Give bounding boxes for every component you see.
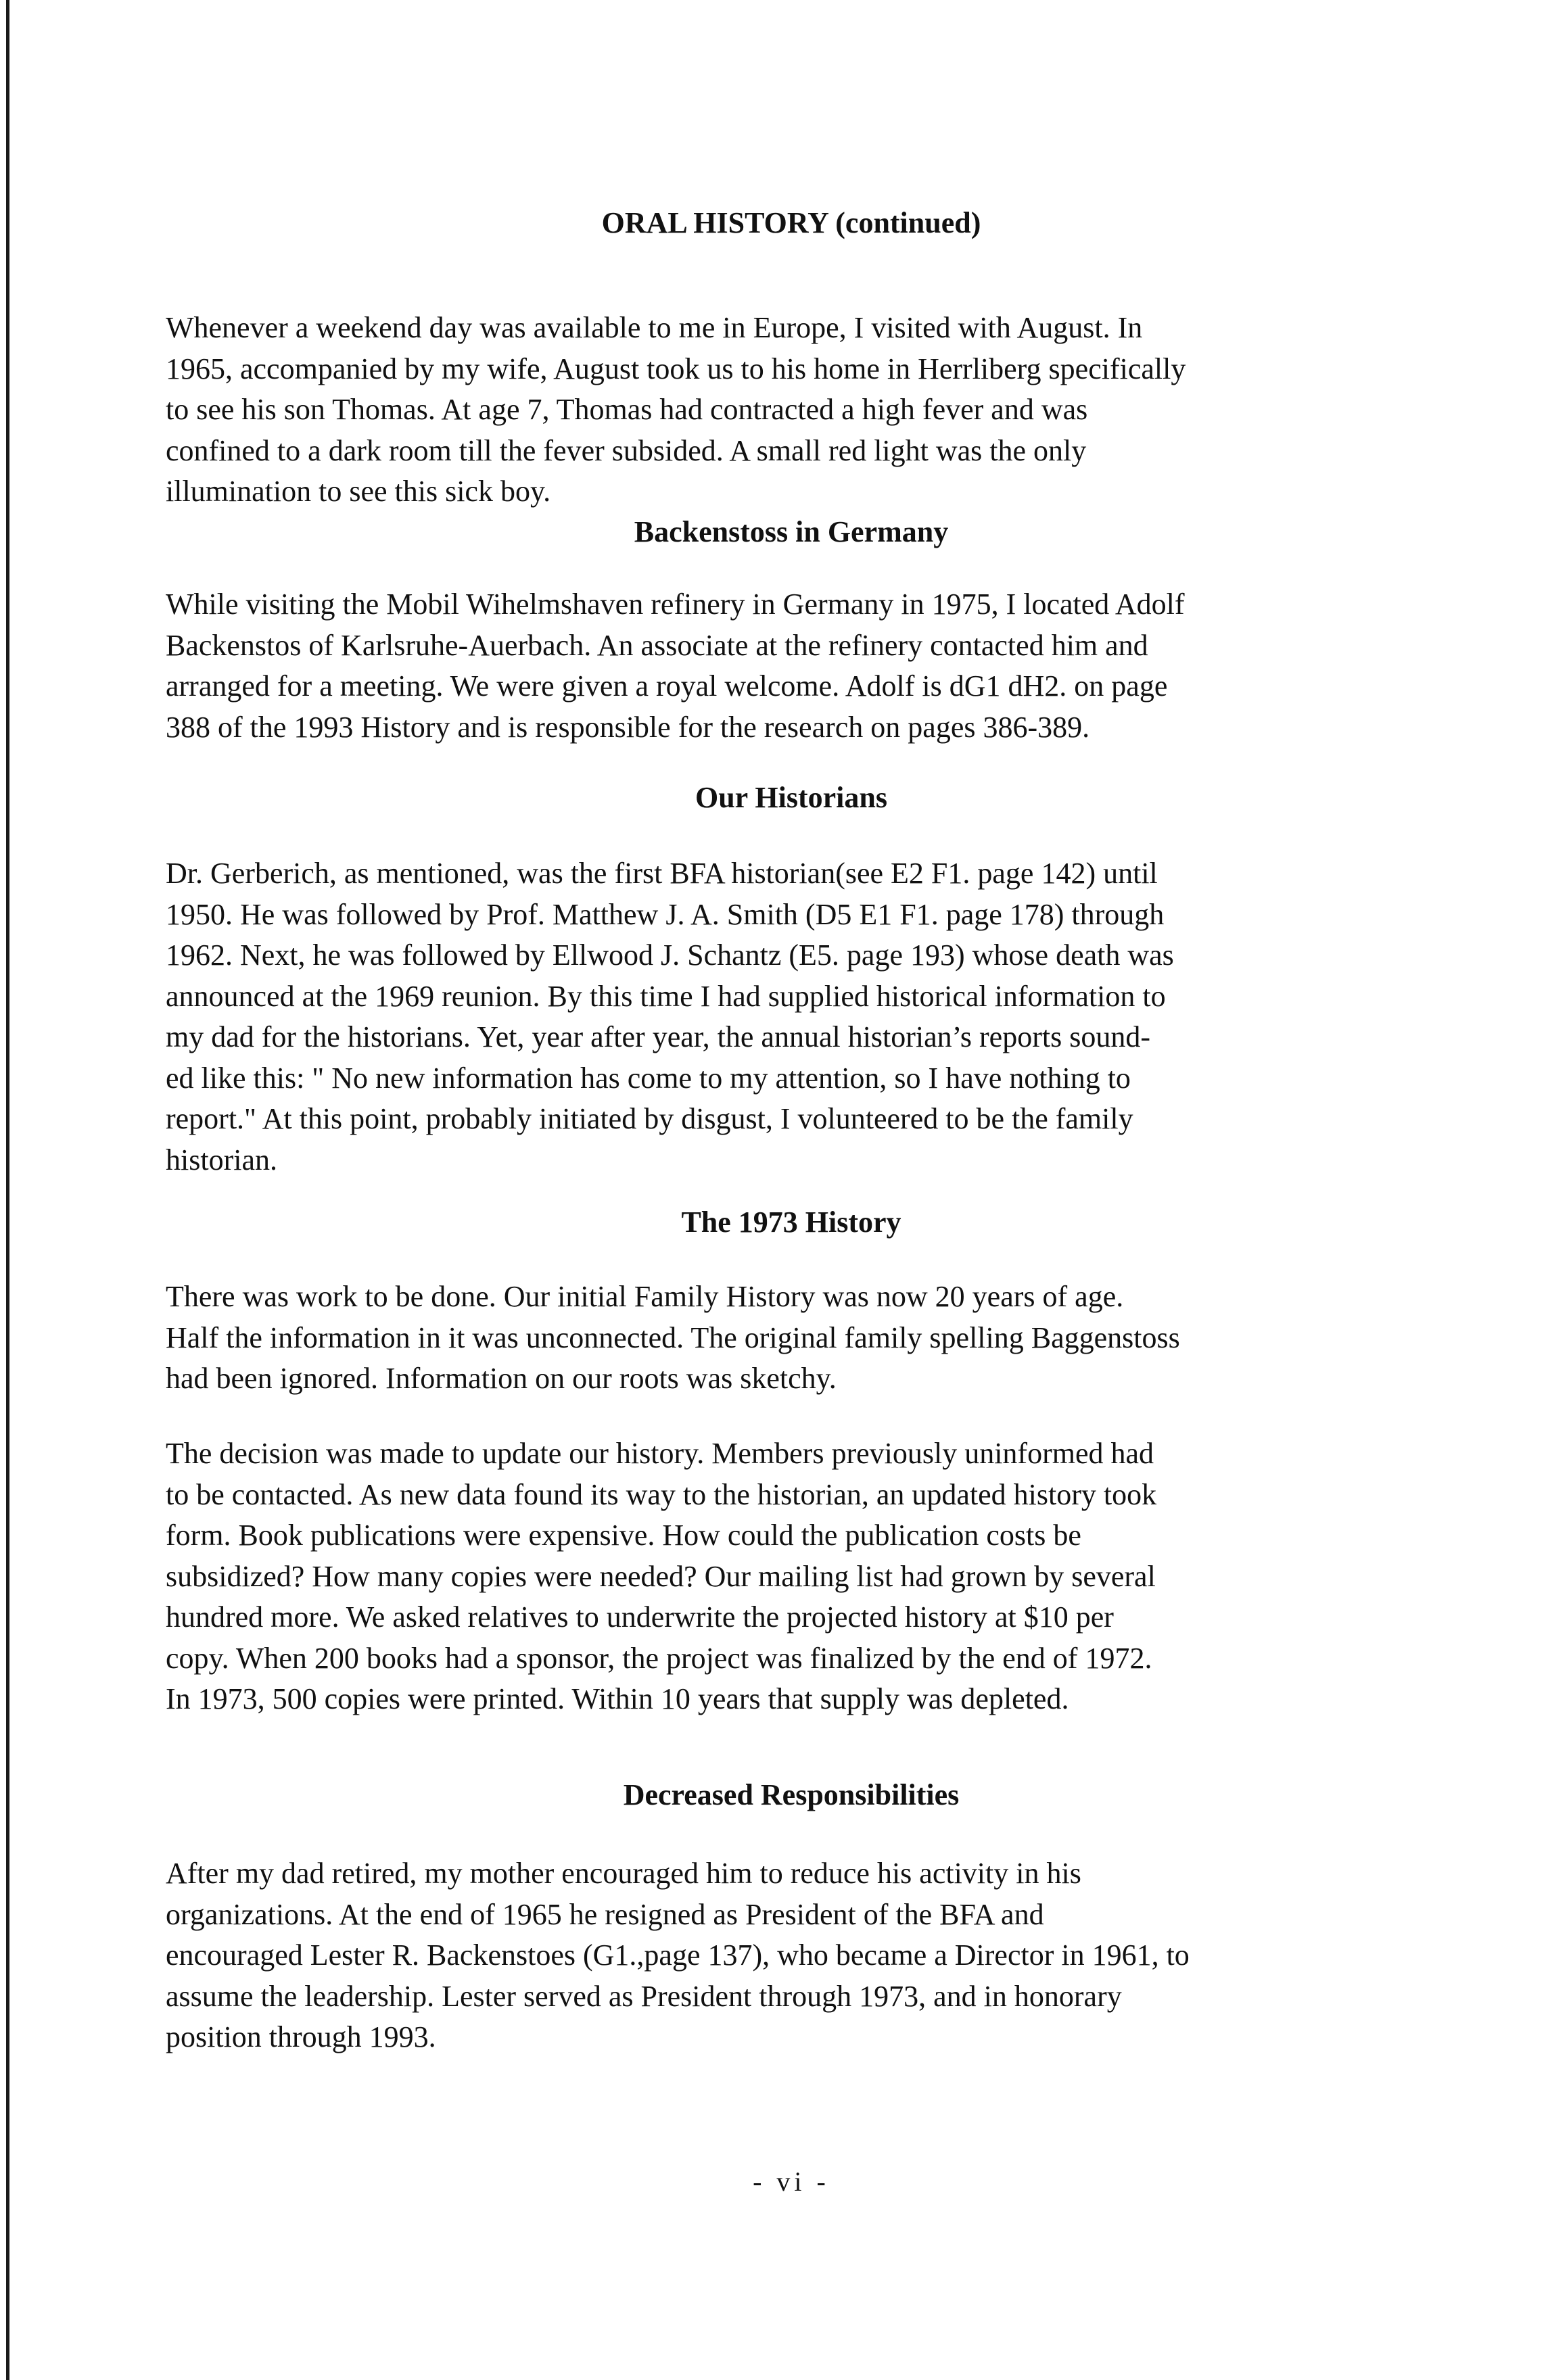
paragraph-europe-visit [166,308,1417,513]
text-line: organizations. At the end of 1965 he resigned as President of the BFA and [166,1897,1044,1931]
text-line: copy. When 200 books had a sponsor, the project was finalized by the end of 1972. [166,1641,1152,1675]
section-heading-backenstoss-germany: Backenstoss in Germany [634,515,949,548]
text-line: subsidized? How many copies were needed? Our mailing list had grown by several [166,1559,1156,1593]
text-line: assume the leadership. Lester served as President through 1973, and in honorary [166,1979,1122,2013]
text-line: In 1973, 500 copies were printed. Within 10 years that supply was depleted. [166,1682,1069,1715]
text-line: 1965, accompanied by my wife, August took us to his home in Herrliberg specifically [166,352,1186,385]
text-line: announced at the 1969 reunion. By this time I had supplied historical information to [166,979,1166,1013]
page-number: - vi - [753,2166,830,2197]
text-line: to see his son Thomas. At age 7, Thomas had contracted a high fever and was [166,393,1088,426]
text-line: Backenstos of Karlsruhe-Auerbach. An associate at the refinery contacted him and [166,628,1148,662]
page-title: ORAL HISTORY (continued) [601,206,981,239]
text-line: illumination to see this sick boy. [166,475,551,508]
text-line: hundred more. We asked relatives to underwrite the projected history at $10 per [166,1600,1114,1634]
text-line: While visiting the Mobil Wihelmshaven refinery in Germany in 1975, I located Adolf [166,588,1185,621]
text-line: Whenever a weekend day was available to me in Europe, I visited with August. In [166,311,1143,344]
text-line: Dr. Gerberich, as mentioned, was the first BFA historian(see E2 F1. page 142) until [166,857,1158,890]
paragraph-1973-history-update [166,1433,1417,1720]
text-line: arranged for a meeting. We were given a royal welcome. Adolf is dG1 dH2. on page [166,669,1168,703]
paragraph-decreased-responsibilities [166,1853,1417,2058]
paragraph-backenstoss-germany [166,584,1417,748]
text-line: There was work to be done. Our initial Family History was now 20 years of age. [166,1280,1124,1313]
section-heading-our-historians: Our Historians [695,781,887,814]
text-line: 1962. Next, he was followed by Ellwood J. Schantz (E5. page 193) whose death was [166,938,1174,972]
text-line: Half the information in it was unconnected. The original family spelling Baggenstoss [166,1320,1180,1354]
text-line: 1950. He was followed by Prof. Matthew J. A. Smith (D5 E1 F1. page 178) through [166,897,1165,931]
scan-edge-line [6,0,9,2380]
text-line: to be contacted. As new data found its way to the historian, an updated history took [166,1477,1157,1511]
text-line: The decision was made to update our history. Members previously uninformed had [166,1437,1154,1470]
section-heading-1973-history: The 1973 History [681,1206,901,1239]
section-heading-decreased-responsibilities: Decreased Responsibilities [623,1778,960,1811]
text-line: had been ignored. Information on our roots was sketchy. [166,1362,837,1395]
text-line: report." At this point, probably initiated by disgust, I volunteered to be the family [166,1102,1133,1135]
text-line: 388 of the 1993 History and is responsible for the research on pages 386-389. [166,710,1090,744]
text-line: confined to a dark room till the fever subsided. A small red light was the only [166,433,1087,467]
text-line: form. Book publications were expensive. How could the publication costs be [166,1519,1081,1552]
text-line: encouraged Lester R. Backenstoes (G1.,page 137), who became a Director in 1961, to [166,1938,1190,1972]
text-line: position through 1993. [166,2020,436,2053]
text-line: my dad for the historians. Yet, year after year, the annual historian’s reports sound- [166,1020,1150,1053]
paragraph-1973-history-intro [166,1277,1417,1400]
text-line: After my dad retired, my mother encouraged him to reduce his activity in his [166,1857,1081,1890]
paragraph-our-historians [166,853,1417,1181]
text-line: historian. [166,1143,277,1176]
text-line: ed like this: " No new information has come to my attention, so I have nothing to [166,1061,1131,1095]
